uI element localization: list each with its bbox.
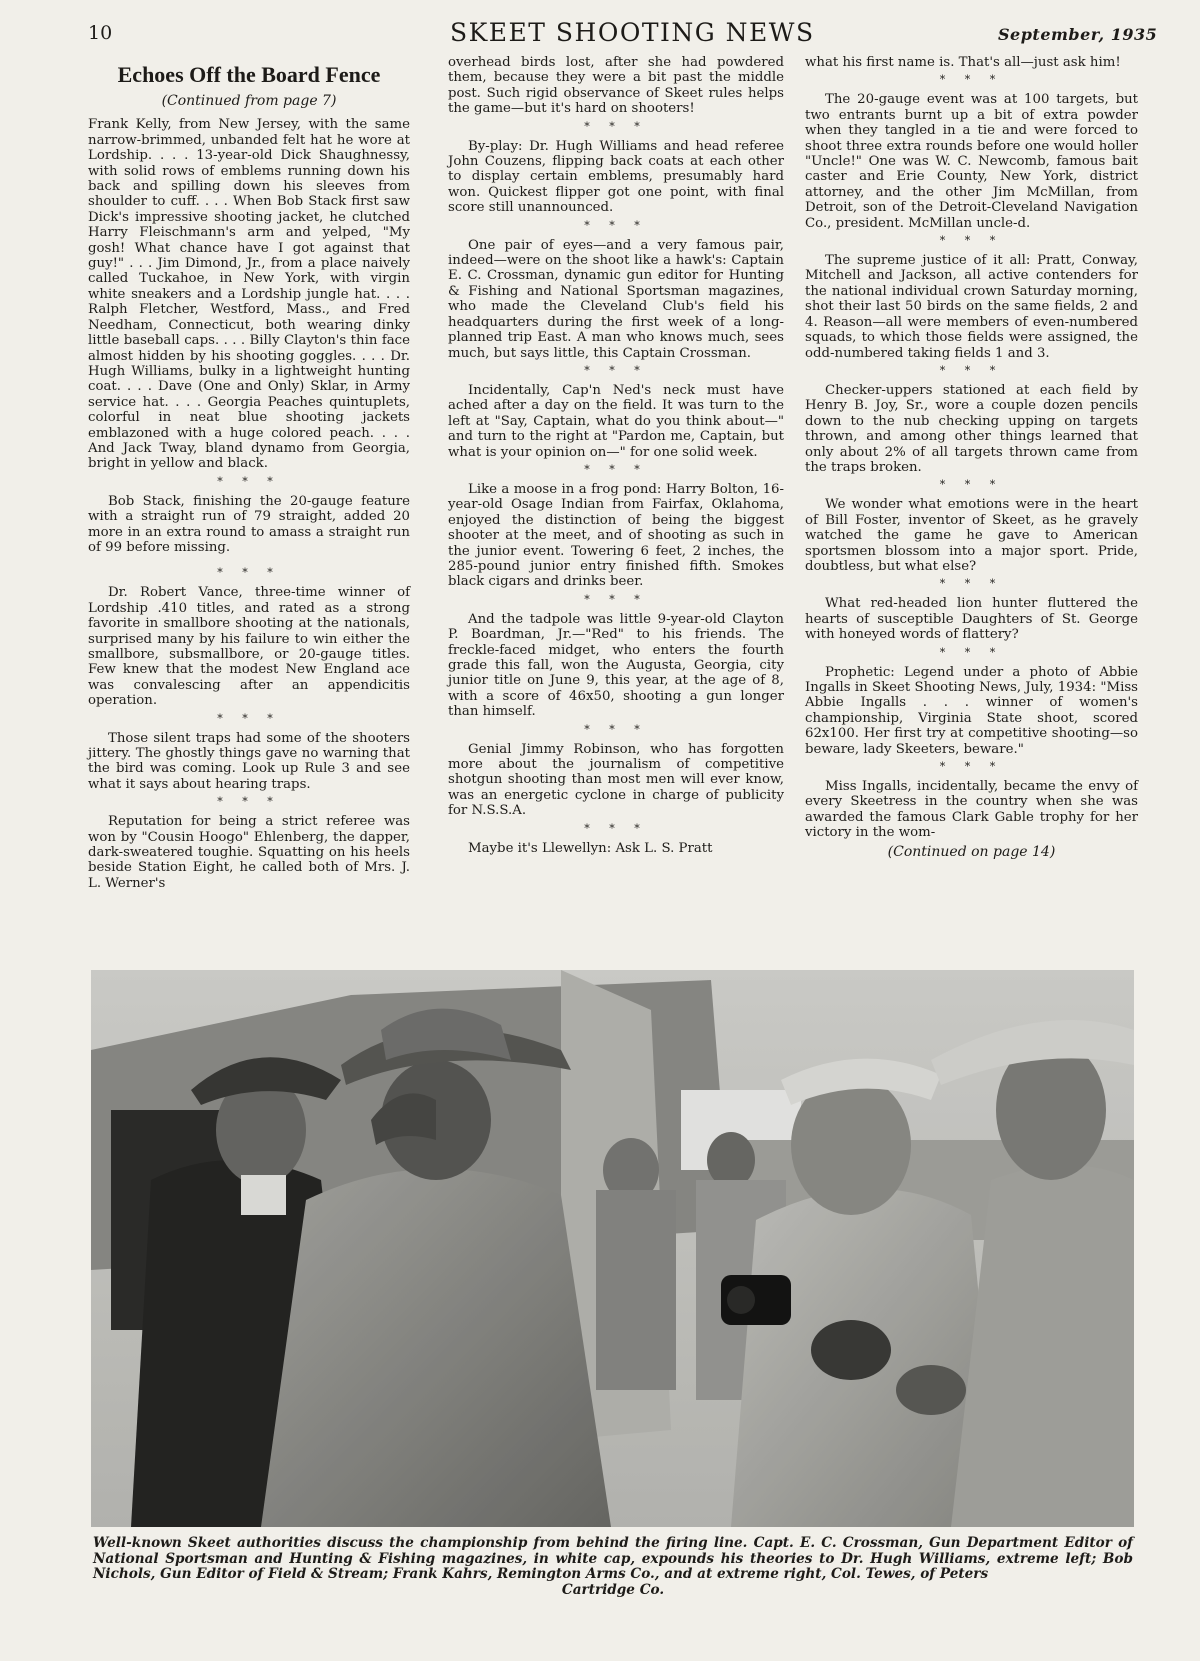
column-2 [448,55,784,860]
separator: * * * [584,821,648,835]
continued-on: (Continued on page 14) [887,843,1056,860]
paragraph: By-play: Dr. Hugh Williams and head referee John Couzens, flipping back coats at each other to display certain emblems, presumably hard won. Quickest flipper got one point, with final score still unannounced. [448,138,784,216]
paragraph: overhead birds lost, after she had powdered them, because they were a bit past the middle post. Such rigid observance of Skeet rules helps the game—but it's hard on shooters! [448,55,784,117]
separator: * * * [584,218,648,232]
paragraph: We wonder what emotions were in the heart of Bill Foster, inventor of Skeet, as he gravely watched the game he gave to American sportsmen blossom into a major sport. Pride, doubtless, but what else? [805,497,1138,574]
separator: * * * [217,566,281,580]
separator: * * * [584,462,648,476]
photograph-illustration [91,970,1134,1527]
paragraph: Miss Ingalls, incidentally, became the envy of every Skeetress in the country when she was awarded the famous Clark Gable trophy for her victory in the wom- [805,779,1138,841]
paragraph: what his first name is. That's all—just ask him! [805,55,1121,70]
separator: * * * [939,577,1004,591]
paragraph: Dr. Robert Vance, three-time winner of Lordship .410 titles, and rated as a strong favorite in smallbore shooting at the nationals, surprised many by his failure to win either the smallbore, subsmallbore, or 20-gauge titles. Few knew that the modest New England ace was convalescing after an appendicitis operation. [88,585,410,709]
column-1 [88,58,410,895]
paragraph: Frank Kelly, from New Jersey, with the same narrow-brimmed, unbanded felt hat he wore at Lordship. . . . 13-year-old Dick Shaughnessy, with solid rows of emblems running down his back and spilling down his sleeves from shoulder to cuff. . . . When Bob Stack first saw Dick's impressive shooting jacket, he clutched Harry Fleischmann's arm and yelped, "My gosh! What chance have I got against that guy!" . . . Jim Dimond, Jr., from a place naively called Tuckahoe, in New York, with virgin white sneakers and a Lordship jungle hat. . . . Ralph Fletcher, Westford, Mass., and Fred Needham, Connecticut, both wearing dinky little baseball caps. . . . Billy Clayton's thin face almost hidden by his shooting goggles. . . . Dr. Hugh Williams, bulky in a lightweight hunting coat. . . . Dave (One and Only) Sklar, in Army service hat. . . . Georgia Peaches quintuplets, colorful in neat blue shooting jackets emblazoned with a huge colored peach. . . . And Jack Tway, bland dynamo from Georgia, bright in yellow and black. [88,117,410,472]
paragraph: What red-headed lion hunter fluttered the hearts of susceptible Daughters of St. George with honeyed words of flattery? [805,596,1138,643]
separator: * * * [584,722,648,736]
column-3 [805,55,1138,868]
continued-from: (Continued from page 7) [161,93,337,109]
separator: * * * [217,711,281,725]
separator: * * * [217,474,281,488]
paragraph: Maybe it's Llewellyn: Ask L. S. Pratt [468,840,713,856]
paragraph: Reputation for being a strict referee was won by "Cousin Hoogo" Ehlenberg, the dapper, dark-sweatered toughie. Squatting on his heels beside Station Eight, he called both of Mrs. J. L. Werner's [88,814,410,891]
paragraph: Prophetic: Legend under a photo of Abbie Ingalls in Skeet Shooting News, July, 1934: "Miss Abbie Ingalls . . . winner of women's championship, Virginia State shoot, scored 62x100. Her first try at competitive shooting—so beware, lady Skeeters, beware." [805,664,1138,757]
paragraph: Genial Jimmy Robinson, who has forgotten more about the journalism of competitive shotgun shooting than most men will ever know, was an energetic cyclone in charge of publicity for N.S.S.A. [448,741,784,819]
separator: * * * [217,795,281,809]
paragraph: Checker-uppers stationed at each field by Henry B. Joy, Sr., wore a couple dozen pencils down to the nub checking upping on targets thrown, and among other things learned that only about 2% of all targets thrown came from the traps broken. [805,382,1138,475]
separator: * * * [584,363,648,377]
separator: * * * [939,645,1004,659]
separator: * * * [939,478,1004,492]
photograph [91,970,1134,1527]
separator: * * * [939,363,1004,377]
paragraph: Incidentally, Cap'n Ned's neck must have ached after a day on the field. It was turn to the left at "Say, Captain, what do you think about—" and turn to the right at "Pardon me, Captain, but what is your opinion on—" for one solid week. [448,382,784,460]
paragraph: And the tadpole was little 9-year-old Clayton P. Boardman, Jr.—"Red" to his friends. The freckle-faced midget, who enters the fourth grade this fall, won the Augusta, Georgia, city junior title on June 9, this year, at the age of 8, with a score of 46x50, shooting a gun longer than himself. [448,611,784,720]
masthead: SKEET SHOOTING NEWS [450,18,815,47]
page-header [0,0,1200,60]
page-number: 10 [88,22,113,44]
separator: * * * [584,119,648,133]
photo-caption [93,1536,1133,1598]
paragraph: Bob Stack, finishing the 20-gauge feature with a straight run of 79 straight, added 20 more in an extra round to amass a straight run of 99 before missing. [88,493,410,555]
article-title: Echoes Off the Board Fence [117,62,381,87]
paragraph: One pair of eyes—and a very famous pair, indeed—were on the shoot like a hawk's: Captain E. C. Crossman, dynamic gun editor for Hunting & Fishing and National Sportsman magazines, who made the Cleveland Club's field his headquarters during the first week of a long-planned trip East. A man who knows much, sees much, but says little, this Captain Crossman. [448,237,784,361]
separator: * * * [939,234,1004,248]
issue-date: September, 1935 [998,25,1158,44]
separator: * * * [939,73,1004,87]
paragraph: Like a moose in a frog pond: Harry Bolton, 16-year-old Osage Indian from Fairfax, Oklahoma, enjoyed the distinction of being the biggest shooter at the meet, and of shooting as such in the junior event. Towering 6 feet, 2 inches, the 285-pound junior entry finished fifth. Smokes black cigars and drinks beer. [448,481,784,590]
separator: * * * [584,592,648,606]
paragraph: The 20-gauge event was at 100 targets, but two entrants burnt up a bit of extra powder when they tangled in a tie and were forced to shoot three extra rounds before one would holler "Uncle!" One was W. C. Newcomb, famous bait caster and Erie County, New York, district attorney, and the other Jim McMillan, from Detroit, son of the Detroit-Cleveland Navigation Co., president. McMillan uncle-d. [805,92,1138,231]
paragraph: Those silent traps had some of the shooters jittery. The ghostly things gave no warning that the bird was coming. Look up Rule 3 and see what it says about hearing traps. [88,730,410,792]
paragraph: The supreme justice of it all: Pratt, Conway, Mitchell and Jackson, all active contenders for the national individual crown Saturday morning, shot their last 50 birds on the same fields, 2 and 4. Reason—all were members of even-numbered squads, to which those fields were assigned, the odd-numbered taking fields 1 and 3. [805,253,1138,361]
caption-last-line: Cartridge Co. [561,1581,665,1598]
caption-text: Well-known Skeet authorities discuss the championship from behind the firing line. Capt. E. C. Crossman, Gun Department Editor of National Sportsman and Hunting & Fishing magazines, in white cap, expounds his theories to Dr. Hugh Williams, extreme left; Bob Nichols, Gun Editor of Field & Stream; Frank Kahrs, Remington Arms Co., and at extreme right, Col. Tewes, of Peters [93,1535,1133,1582]
separator: * * * [939,760,1004,774]
